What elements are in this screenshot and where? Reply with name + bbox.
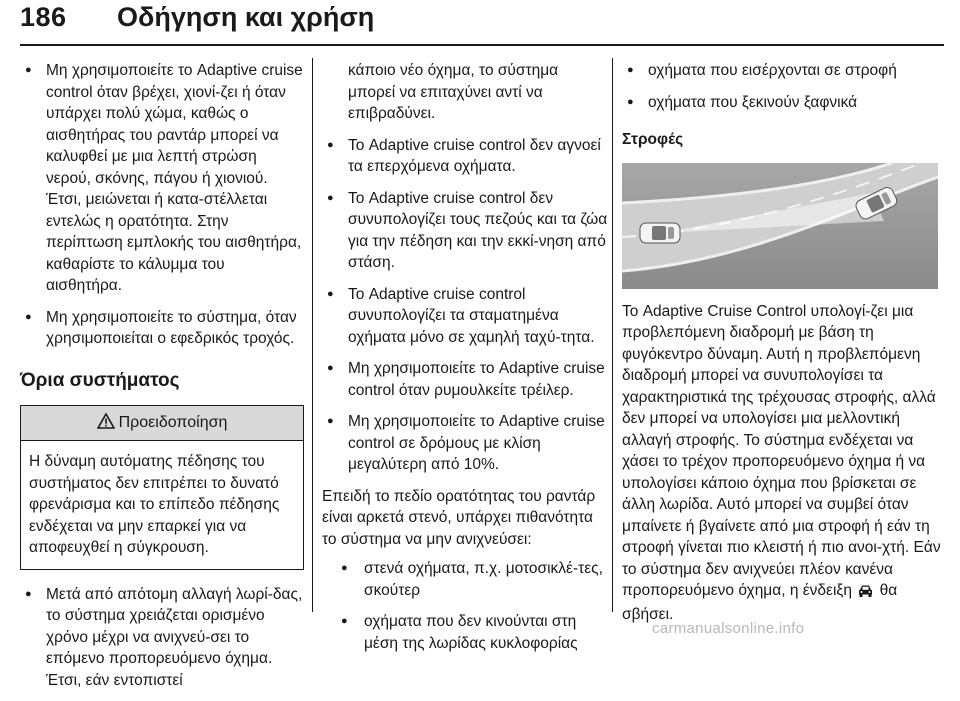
paragraph — [622, 301, 942, 626]
vehicle-ahead-indicator-icon — [858, 582, 873, 604]
warning-box — [20, 405, 304, 570]
list-item-continuation: κάποιο νέο όχημα, το σύστημα μπορεί να επιταχύνει αντί να επιβραδύνει. — [348, 62, 559, 122]
list-item: ● Το Adaptive cruise control δεν συνυπολογίζει τους πεζούς και τα ζώα για την πέδηση και την εκκί-νηση από στάση. — [322, 188, 608, 274]
page-title: Οδήγηση και χρήση — [117, 2, 375, 32]
warning-triangle-icon — [97, 408, 115, 442]
list-item: ● Μη χρησιμοποιείτε το σύστημα, όταν χρησιμοποιείται ο εφεδρικός τροχός. — [20, 307, 304, 350]
warning-header — [21, 406, 303, 441]
column-1 — [20, 60, 304, 701]
sub-list-item: ● στενά οχήματα, π.χ. μοτοσικλέ-τες, σκούτερ — [322, 558, 608, 601]
paragraph: Επειδή το πεδίο ορατότητας του ραντάρ είναι αρκετά στενό, υπάρχει πιθανότητα το σύστημα να μην ανιχνεύσει: — [322, 487, 596, 548]
warning-title: Προειδοποίηση — [118, 414, 228, 431]
section-heading-curves: Στροφές — [622, 131, 684, 148]
curve-illustration — [622, 163, 938, 289]
list-item: ● Το Adaptive cruise control δεν αγνοεί τα επερχόμενα οχήματα. — [322, 135, 608, 178]
list-item: ● οχήματα που ξεκινούν ξαφνικά — [622, 92, 942, 114]
paragraph-text-end: θα σβήσει. — [622, 582, 898, 623]
watermark: carmanualsonline.info — [652, 620, 805, 637]
list-item: ● Μη χρησιμοποιείτε το Adaptive cruise control όταν βρέχει, χιονί-ζει ή όταν υπάρχει πολύ χώμα, καθώς ο αισθητήρας του ραντάρ μπορεί να καλυφθεί με μια λεπτή στρώση νερού, σκόνης, πάγου ή χιονιού. Έτσι, μειώνεται ή κατα-στέλλεται εντελώς η ορατότητα. Στην περίπτωση εμπλοκής του αισθητήρα, καθαρίστε το κάλυμμα του αισθητήρα. — [20, 60, 304, 297]
section-heading-system-limits: Όρια συστήματος — [20, 369, 180, 391]
own-car-icon — [640, 223, 680, 243]
list-item: ● Μη χρησιμοποιείτε το Adaptive cruise control όταν ρυμουλκείτε τρέιλερ. — [322, 358, 608, 401]
list-item: ● Το Adaptive cruise control συνυπολογίζει τα σταματημένα οχήματα μόνο σε χαμηλή ταχύ-τητα. — [322, 284, 608, 349]
list-item: ● οχήματα που εισέρχονται σε στροφή — [622, 60, 942, 82]
list-item: ● Μετά από απότομη αλλαγή λωρί-δας, το σύστημα χρειάζεται ορισμένο χρόνο μέχρι να ανιχνεύ-σει το επόμενο προπορευόμενο όχημα. Έτσι, εάν εντοπιστεί — [20, 584, 304, 692]
header-rule — [20, 44, 944, 46]
page-header — [0, 0, 960, 56]
page-number: 186 — [20, 2, 67, 32]
column-divider-2 — [612, 58, 613, 612]
column-2 — [322, 60, 608, 664]
column-3 — [622, 60, 942, 633]
paragraph-text: Το Adaptive Cruise Control υπολογί-ζει μια προβλεπόμενη διαδρομή με βάση τη φυγόκεντρο δύναμη. Αυτή η προβλεπόμενη διαδρομή μπορεί να συνυπολογίσει τα χαρακτηριστικά της τρέχουσας στροφής, αλλά δεν μπορεί να υπολογίσει μια μελλοντική αλλαγή στροφής. Το σύστημα ενδέχεται να χάσει το τρέχον προπορευόμενο όχημα ή να υπολογίσει κάποιο όχημα που βρίσκεται σε άλλη λωρίδα. Αυτό μπορεί να συμβεί όταν μπαίνετε ή βγαίνετε από μια στροφή ή εάν τη στροφή γίνεται πιο κλειστή ή πιο ανοι-χτή. Εάν το σύστημα δεν ανιχνεύει πλέον κανένα προπορευόμενο όχημα, η ένδειξη — [622, 302, 941, 599]
sub-list-item: ● οχήματα που δεν κινούνται στη μέση της λωρίδας κυκλοφορίας — [322, 611, 608, 654]
warning-text: Η δύναμη αυτόματης πέδησης του συστήματος δεν επιτρέπει το δυνατό φρενάρισμα και το επίπεδο πέδησης ενδέχεται να μην επαρκεί για να αποφευχθεί η σύγκρουση. — [29, 453, 280, 556]
list-item: ● Μη χρησιμοποιείτε το Adaptive cruise control σε δρόμους με κλίση μεγαλύτερη από 10%. — [322, 411, 608, 476]
column-divider-1 — [312, 58, 313, 612]
